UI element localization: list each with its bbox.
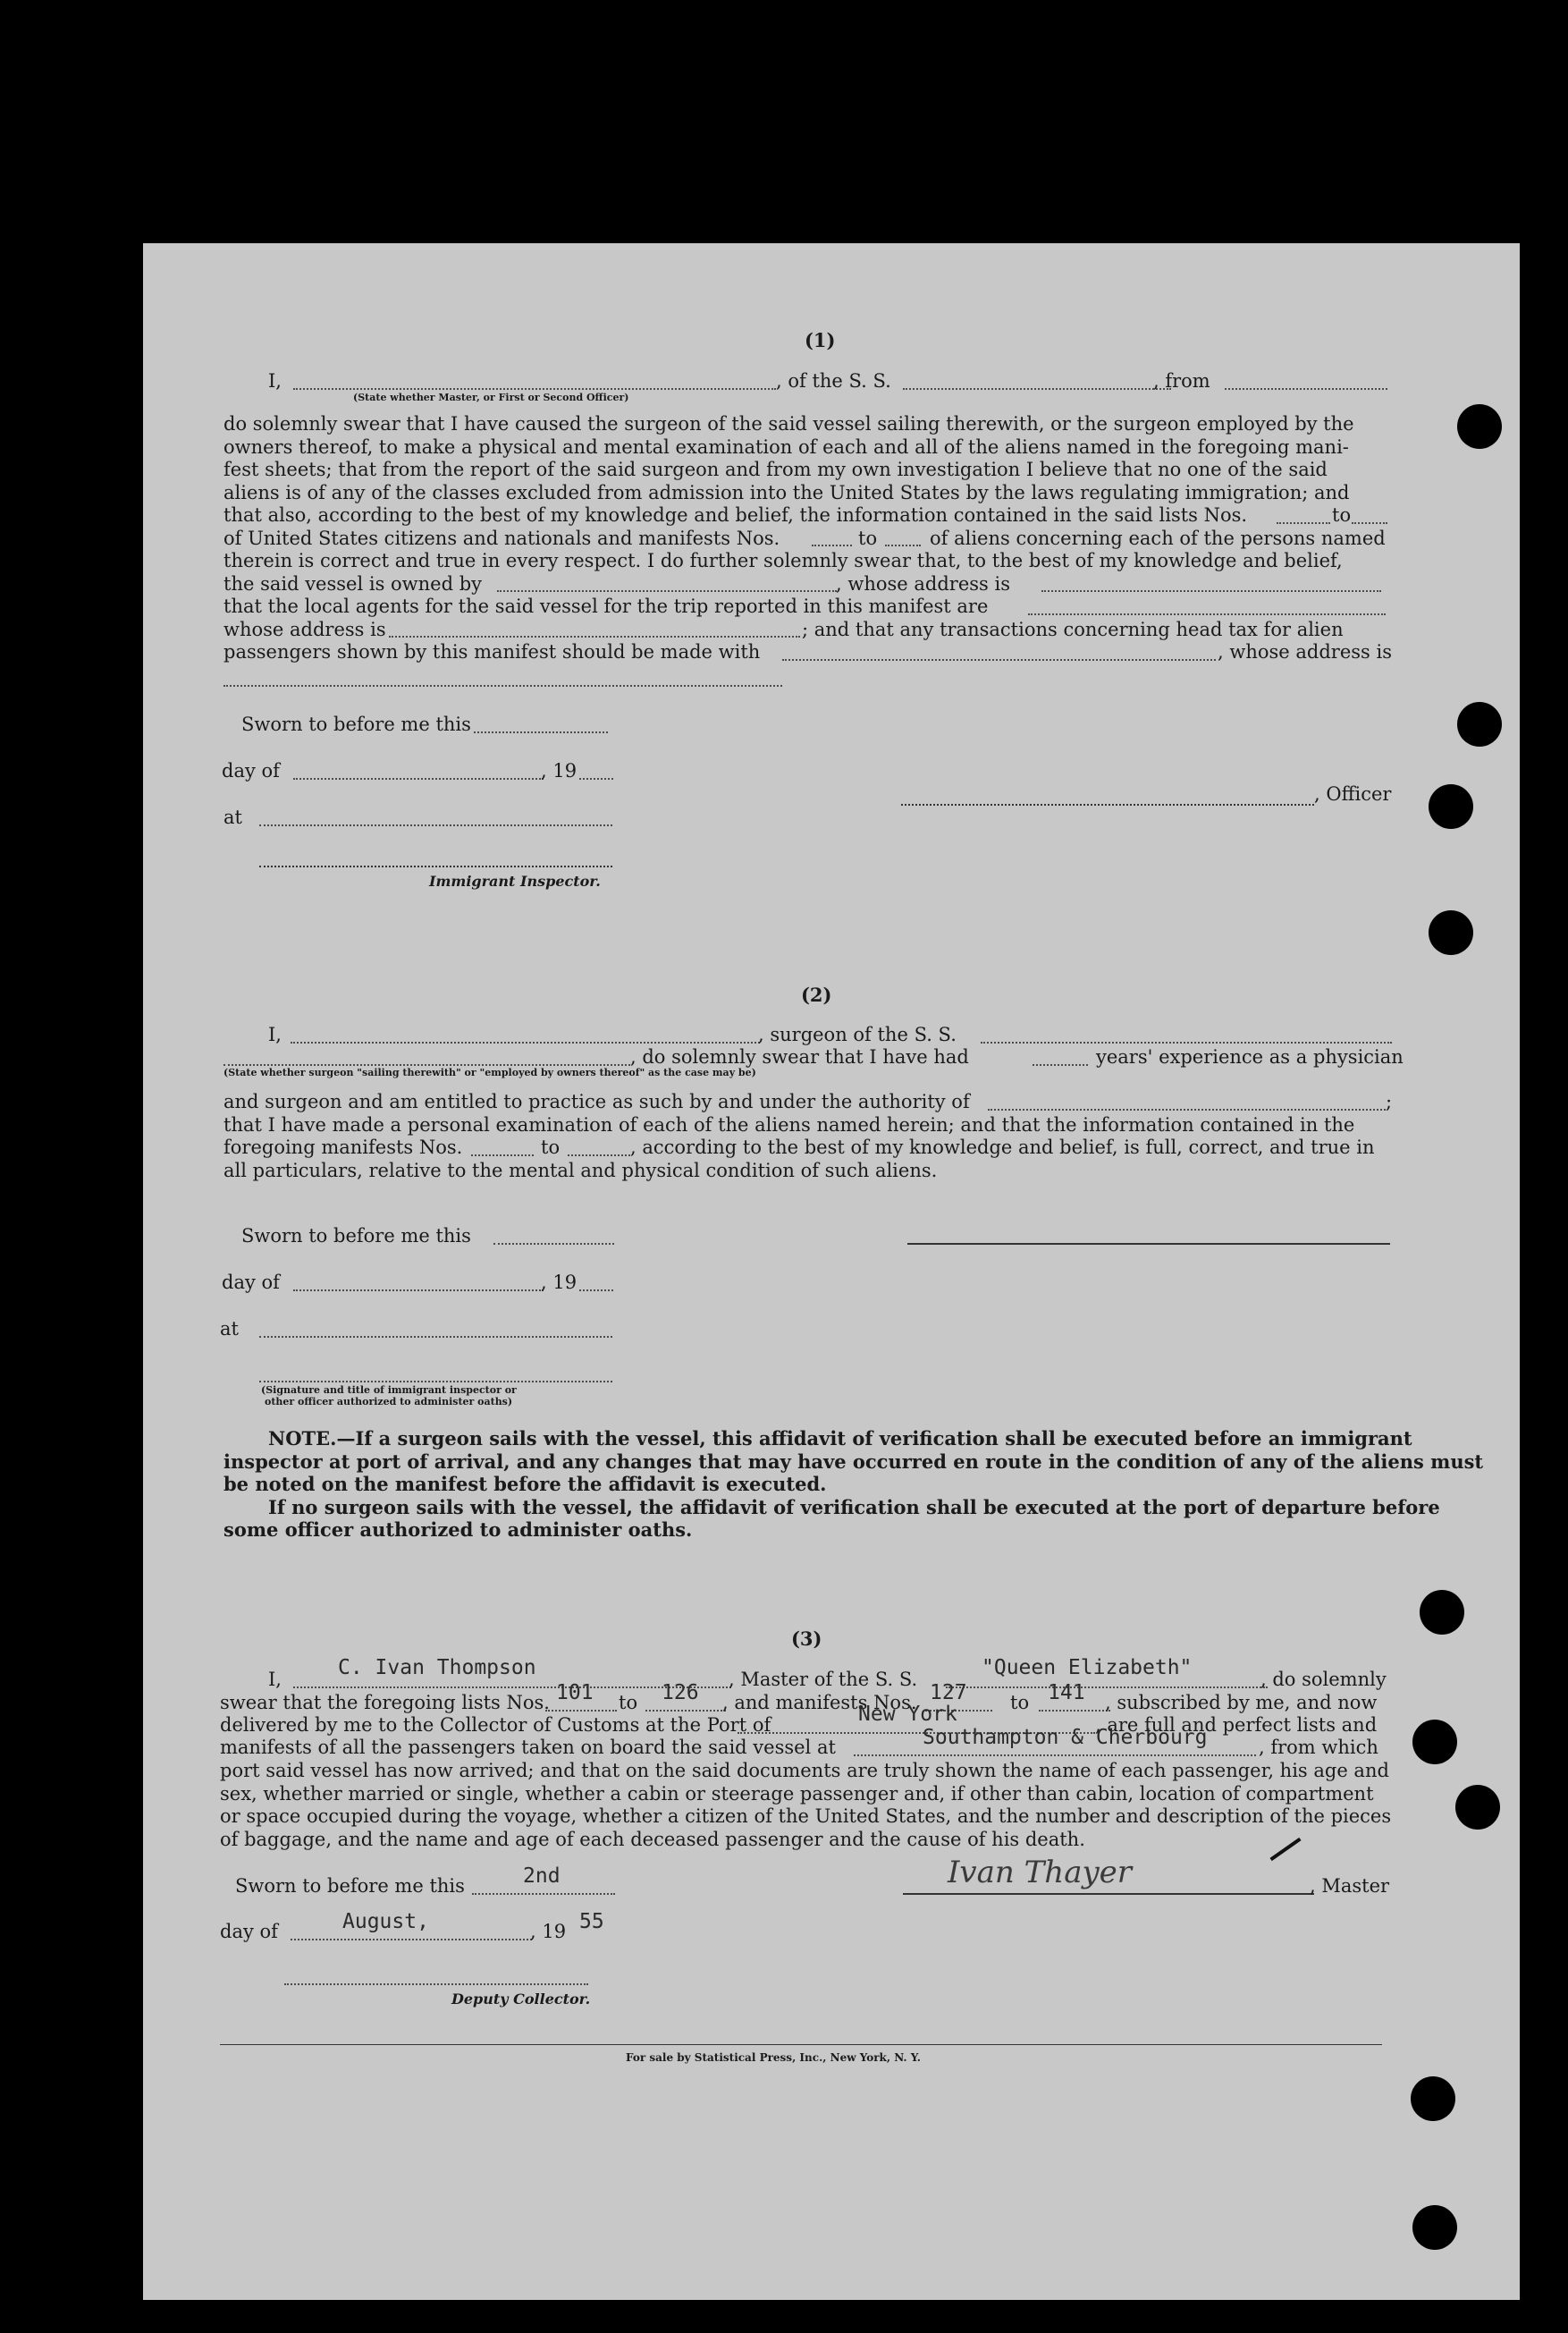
punch-hole — [1412, 1720, 1457, 1764]
s3-to-word: to — [619, 1692, 638, 1713]
s3-deputy-signature-blank — [284, 1983, 588, 1985]
punch-hole — [1411, 2076, 1455, 2121]
s3-month: August, — [342, 1910, 429, 1933]
s3-list-from-blank — [545, 1710, 617, 1712]
note-line-2: inspector at port of arrival, and any changes that may have occurred en route in the condition of any of the aliens must — [223, 1450, 1484, 1473]
punch-hole — [1420, 1590, 1464, 1635]
s1-whose-address-end: , whose address is — [1218, 641, 1392, 663]
s1-nineteen: , 19 — [541, 760, 577, 782]
s1-from-blank — [1225, 388, 1387, 390]
s1-body-line-3: fest sheets; that from the report of the said surgeon and from my own investigation I believe that no one of the said — [223, 459, 1328, 480]
s2-authority-line: and surgeon and am entitled to practice as such by and under the authority of — [223, 1091, 970, 1112]
s2-sworn-blank — [493, 1243, 614, 1245]
s1-from-label: , from — [1153, 370, 1210, 392]
s2-sig-note-1: (Signature and title of immigrant inspector or — [261, 1384, 517, 1396]
punch-hole — [1457, 702, 1502, 747]
printer-footer: For sale by Statistical Press, Inc., New York, N. Y. — [626, 2051, 921, 2064]
s2-surgeon-note: (State whether surgeon "sailing therewith" or "employed by owners thereof" as the case may be) — [223, 1067, 756, 1078]
s1-officer-name-blank — [293, 388, 776, 390]
s1-body-line-7: therein is correct and true in every respect. I do further solemnly swear that, to the best of my knowledge and belief, — [223, 550, 1343, 571]
s3-manifest-to: 141 — [1048, 1681, 1085, 1704]
s2-signature-blank — [259, 1381, 612, 1382]
s1-manifest-to-blank — [885, 545, 921, 546]
s1-lists-from-blank — [1277, 522, 1330, 524]
s1-body-line-8: the said vessel is owned by — [223, 572, 483, 595]
s3-full-perfect: , are full and perfect lists and — [1095, 1714, 1378, 1736]
s3-baggage-line: of baggage, and the name and age of each deceased passenger and the cause of his death. — [220, 1828, 1085, 1850]
punch-hole — [1455, 1785, 1500, 1830]
s3-day-blank — [291, 1939, 532, 1940]
s2-years-exp: years' experience as a physician — [1096, 1046, 1404, 1068]
s2-authority-blank — [988, 1109, 1386, 1111]
s2-status-blank — [223, 1064, 630, 1066]
s3-sworn-blank — [472, 1893, 615, 1895]
section-2-heading: (2) — [801, 984, 832, 1006]
s1-aliens-concerning: of aliens concerning each of the persons named — [930, 527, 1386, 549]
s3-departure-ports: Southampton & Cherbourg — [923, 1726, 1208, 1749]
s2-to-word: to — [541, 1137, 561, 1158]
s3-ship-blank — [946, 1686, 1268, 1688]
s1-officer-signature-line — [901, 804, 1314, 806]
s3-do-solemnly: , do solemnly — [1260, 1669, 1387, 1690]
s3-list-to-blank — [645, 1710, 726, 1712]
s2-sworn-label: Sworn to before me this — [241, 1225, 471, 1247]
s3-and-manifests: , and manifests Nos. — [722, 1692, 917, 1713]
s3-subscribed: , subscribed by me, and now — [1105, 1692, 1378, 1713]
s1-body-line-6: of United States citizens and nationals and manifests Nos. — [223, 527, 780, 549]
section-3-heading: (3) — [791, 1627, 822, 1650]
s1-body-line-11: passengers shown by this manifest should be made with — [223, 641, 761, 663]
s3-port-line: port said vessel has now arrived; and that on the said documents are truly shown the name of each passenger, his age and — [220, 1760, 1389, 1781]
s3-deputy-label: Deputy Collector. — [451, 1991, 591, 2008]
s2-surgeon-name-blank — [291, 1042, 760, 1044]
note-line-1 — [268, 1427, 1412, 1450]
s2-at-blank — [259, 1336, 612, 1338]
s2-day-label: day of — [222, 1272, 280, 1293]
s2-foregoing-end: , according to the best of my knowledge and belief, is full, correct, and true in — [630, 1137, 1375, 1158]
note-line-5: some officer authorized to administer oaths. — [223, 1518, 693, 1541]
s1-agents-blank — [1028, 613, 1386, 615]
s1-head-tax: ; and that any transactions concerning head tax for alien — [802, 618, 1344, 640]
s1-to-word-2: to — [858, 527, 878, 549]
s3-manifest-to-blank — [1039, 1710, 1110, 1712]
s1-at-blank — [259, 824, 612, 826]
s2-semicolon: ; — [1386, 1091, 1393, 1112]
s3-sex-line: sex, whether married or single, whether a cabin or steerage passenger and, if other than cabin, location of compartment — [220, 1782, 1374, 1805]
s3-day-label: day of — [220, 1921, 278, 1942]
s3-i-label: I, — [268, 1669, 282, 1690]
s3-from-which: , from which — [1259, 1737, 1378, 1758]
punch-hole — [1429, 784, 1473, 829]
s2-ss-blank — [981, 1042, 1392, 1044]
s2-exam-line: that I have made a personal examination of each of the aliens named herein; and that the information contained in the — [223, 1113, 1355, 1136]
s2-surgeon-signature-line — [907, 1243, 1390, 1245]
s2-foregoing-line: foregoing manifests Nos. — [223, 1137, 463, 1158]
s3-ship-name: "Queen Elizabeth" — [982, 1656, 1193, 1679]
s2-nineteen: , 19 — [541, 1272, 577, 1293]
s2-years-blank — [1033, 1064, 1088, 1066]
s3-departure-blank — [854, 1754, 1256, 1756]
s1-day-blank — [293, 778, 544, 780]
s3-sworn-label: Sworn to before me this — [235, 1875, 465, 1897]
s1-day-label: day of — [222, 760, 280, 782]
s3-master-name: C. Ivan Thompson — [338, 1656, 536, 1679]
s3-master-of: , Master of the S. S. — [729, 1669, 918, 1690]
s1-whose-address: , whose address is — [836, 572, 1010, 595]
s3-port-name: New York — [858, 1703, 957, 1726]
s1-inspector-signature-line — [259, 866, 612, 867]
s3-year: 55 — [579, 1910, 604, 1933]
s1-officer-label: , Officer — [1314, 783, 1392, 805]
s2-manifest-to-blank — [568, 1154, 630, 1156]
s3-master-label: , Master — [1310, 1875, 1390, 1897]
s3-space-line: or space occupied during the voyage, whether a citizen of the United States, and the number and description of the pieces — [220, 1805, 1392, 1827]
s1-ss-name-blank — [903, 388, 1171, 390]
s3-nineteen: , 19 — [530, 1921, 567, 1942]
s3-list-from: 101 — [556, 1681, 594, 1704]
s1-lists-to-blank — [1352, 522, 1387, 524]
s1-ss-label: , of the S. S. — [776, 370, 891, 392]
s1-body-line-1: do solemnly swear that I have caused the surgeon of the said vessel sailing therewith, or the surgeon employed by the — [223, 413, 1354, 435]
s2-manifest-from-blank — [471, 1154, 534, 1156]
s1-i-label: I, — [268, 370, 282, 392]
s2-sig-note-2: other officer authorized to administer oaths) — [265, 1396, 513, 1407]
s1-body-line-5: that also, according to the best of my knowledge and belief, the information contained in the said lists Nos. — [223, 504, 1248, 526]
s3-sworn-day: 2nd — [523, 1864, 561, 1888]
s1-agent-address-blank — [389, 636, 800, 638]
footer-divider — [220, 2044, 1382, 2045]
s1-to-word: to — [1332, 504, 1352, 526]
s1-body-line-2: owners thereof, to make a physical and mental examination of each and all of the aliens named in the foregoing mani- — [223, 435, 1349, 458]
s1-headtax-blank — [782, 659, 1216, 661]
s1-year-blank — [579, 778, 613, 780]
s2-i-label: I, — [268, 1024, 282, 1045]
s3-to-word-2: to — [1010, 1692, 1030, 1713]
s1-owner-address-blank — [1041, 590, 1381, 592]
s3-swear-lists: swear that the foregoing lists Nos. — [220, 1692, 550, 1713]
s3-master-signature-line — [903, 1893, 1314, 1895]
section-1-heading: (1) — [805, 329, 836, 351]
s1-master-note: (State whether Master, or First or Second Officer) — [353, 392, 629, 403]
s2-particulars-line: all particulars, relative to the mental and physical condition of such aliens. — [223, 1159, 938, 1181]
s2-year-blank — [579, 1289, 613, 1291]
punch-hole — [1429, 910, 1473, 955]
s1-inspector-label: Immigrant Inspector. — [429, 873, 601, 890]
s3-manifest-from: 127 — [930, 1681, 967, 1704]
punch-hole — [1412, 2205, 1457, 2250]
s2-do-solemnly: , do solemnly swear that I have had — [630, 1046, 969, 1068]
s1-body-line-9: that the local agents for the said vessel for the trip reported in this manifest are — [223, 596, 989, 617]
note-line-3: be noted on the manifest before the affidavit is executed. — [223, 1473, 827, 1495]
note-label: NOTE. — [268, 1427, 337, 1450]
s1-owner-blank — [497, 590, 837, 592]
note-line-4: If no surgeon sails with the vessel, the affidavit of verification shall be executed at the port of departure before — [268, 1495, 1440, 1518]
s1-sworn-label: Sworn to before me this — [241, 714, 471, 735]
s1-body-line-10: whose address is — [223, 618, 386, 640]
s3-delivered: delivered by me to the Collector of Customs at the Port of — [220, 1714, 771, 1736]
s3-list-to: 126 — [662, 1681, 699, 1704]
s3-master-signature: Ivan Thayer — [948, 1855, 1133, 1890]
s1-at-label: at — [223, 807, 242, 828]
s1-manifest-from-blank — [812, 545, 852, 546]
s1-sworn-blank — [474, 731, 608, 733]
s3-manifests-all: manifests of all the passengers taken on board the said vessel at — [220, 1737, 836, 1758]
punch-hole — [1457, 404, 1502, 449]
s2-day-blank — [293, 1289, 544, 1291]
s2-surgeon-of: , surgeon of the S. S. — [758, 1024, 957, 1045]
s2-at-label: at — [220, 1318, 239, 1340]
s1-body-line-4: aliens is of any of the classes excluded from admission into the United States by the laws regulating immigration; and — [223, 481, 1350, 503]
note-line-1-text: —If a surgeon sails with the vessel, this affidavit of verification shall be executed before an immigrant — [336, 1427, 1412, 1450]
s1-headtax-address-blank — [223, 685, 782, 687]
